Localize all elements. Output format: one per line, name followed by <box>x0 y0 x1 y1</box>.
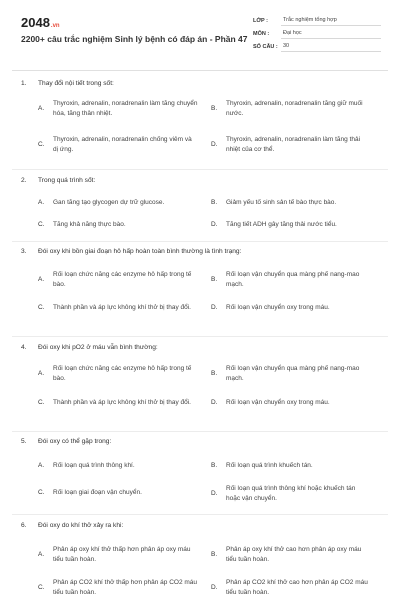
option-b[interactable] <box>211 461 371 471</box>
question-stem <box>21 438 111 445</box>
option-text: Thành phần và áp lực không khí thở bị thay đổi. <box>53 304 191 311</box>
option-c[interactable] <box>38 578 198 597</box>
option-c[interactable] <box>38 135 198 154</box>
question-stem <box>21 177 95 184</box>
option-label: B. <box>211 369 218 377</box>
option-d[interactable] <box>211 398 371 408</box>
option-b[interactable] <box>211 364 371 383</box>
option-text: Rối loạn quá trình thông khí hoặc khuếch tán hoặc vận chuyển. <box>226 485 356 502</box>
option-text: Gan tăng tạo glycogen dự trữ glucose. <box>53 199 165 206</box>
option-c[interactable] <box>38 488 198 498</box>
option-text: Tăng khả năng thực bào. <box>53 221 126 228</box>
option-label: C. <box>38 304 45 311</box>
option-d[interactable] <box>211 578 371 597</box>
option-b[interactable] <box>211 198 371 208</box>
option-text: Rối loạn quá trình khuếch tán. <box>226 462 313 469</box>
option-b[interactable] <box>211 545 371 564</box>
question-divider <box>12 514 388 515</box>
option-d[interactable] <box>211 484 371 503</box>
meta-label: LỚP : <box>253 17 268 24</box>
header-divider <box>12 70 388 71</box>
option-a[interactable] <box>38 461 198 471</box>
meta-row-subject <box>253 27 381 40</box>
question-number: 1. <box>21 80 27 87</box>
option-a[interactable] <box>38 364 198 383</box>
question-text: Đói oxy có thể gặp trong: <box>38 438 112 445</box>
option-label: D. <box>211 304 218 311</box>
option-text: Rối loạn quá trình thông khí. <box>53 462 135 469</box>
option-label: A. <box>38 199 45 206</box>
option-text: Tăng tiết ADH gây tăng thải nước tiểu. <box>226 221 337 228</box>
site-logo[interactable] <box>21 15 60 30</box>
option-text: Phân áp CO2 khí thở thấp hơn phân áp CO2 máu tiểu tuần hoàn. <box>53 579 198 596</box>
option-text: Rối loạn chức năng các enzyme hô hấp trong tế bào. <box>53 365 192 382</box>
option-text: Rối loạn vận chuyển oxy trong máu. <box>226 399 330 406</box>
option-label: B. <box>211 275 218 283</box>
option-a[interactable] <box>38 99 198 118</box>
question-divider <box>12 241 388 242</box>
option-label: D. <box>211 489 218 497</box>
question-number: 2. <box>21 177 27 184</box>
option-text: Giảm yếu tố sinh sản tế bào thực bào. <box>226 199 337 206</box>
option-a[interactable] <box>38 270 198 289</box>
option-d[interactable] <box>211 220 371 230</box>
option-label: A. <box>38 462 45 469</box>
option-label: B. <box>211 104 218 112</box>
option-text: Thyroxin, adrenalin, noradrenalin làm tăng chuyển hóa, tăng thân nhiệt. <box>53 100 198 117</box>
option-label: C. <box>38 399 45 406</box>
question-stem <box>21 344 158 351</box>
option-label: B. <box>211 462 218 469</box>
option-text: Thành phần và áp lực không khí thở bị thay đổi. <box>53 399 191 406</box>
meta-value: 30 <box>281 42 381 52</box>
meta-value: Đại học <box>281 29 381 39</box>
option-label: A. <box>38 550 45 558</box>
question-text: Đói oxy do khí thở xảy ra khi: <box>38 522 124 529</box>
question-text: Trong quá trình sốt: <box>38 177 96 184</box>
option-c[interactable] <box>38 398 198 408</box>
meta-label: SỐ CÂU : <box>253 43 278 50</box>
option-label: D. <box>211 583 218 591</box>
option-text: Rối loạn giai đoạn vận chuyển. <box>53 489 142 496</box>
meta-info <box>253 14 381 53</box>
option-text: Rối loạn vận chuyển oxy trong máu. <box>226 304 330 311</box>
question-number: 3. <box>21 248 27 255</box>
option-d[interactable] <box>211 135 371 154</box>
option-c[interactable] <box>38 303 198 313</box>
option-text: Thyroxin, adrenalin, noradrenalin làm tăng thải nhiệt của cơ thể. <box>226 136 361 153</box>
question-divider <box>12 336 388 337</box>
question-number: 5. <box>21 438 27 445</box>
question-text: Thay đổi nội tiết trong sốt: <box>38 80 114 87</box>
question-text: Đói oxy khi bồn giai đoạn hô hấp hoàn toàn bình thường là tình trạng: <box>38 248 242 255</box>
option-text: Phân áp oxy khí thở thấp hơn phân áp oxy máu tiểu tuần hoàn. <box>53 546 191 563</box>
option-label: C. <box>38 221 45 228</box>
logo-text: 2048 <box>21 15 50 30</box>
option-c[interactable] <box>38 220 198 230</box>
document-title: 2200+ câu trắc nghiệm Sinh lý bệnh có đáp án - Phần 47 <box>21 34 248 44</box>
option-text: Thyroxin, adrenalin, noradrenalin tăng giữ muối nước. <box>226 100 363 117</box>
option-a[interactable] <box>38 198 198 208</box>
option-label: D. <box>211 221 218 228</box>
option-label: A. <box>38 104 45 112</box>
option-text: Thyroxin, adrenalin, noradrenalin chống viêm và dị ứng. <box>53 136 192 153</box>
logo-suffix: .vn <box>50 23 60 29</box>
option-d[interactable] <box>211 303 371 313</box>
question-number: 6. <box>21 522 27 529</box>
meta-row-class <box>253 14 381 27</box>
option-a[interactable] <box>38 545 198 564</box>
option-text: Phân áp oxy khí thở cao hơn phân áp oxy máu tiểu tuần hoàn. <box>226 546 362 563</box>
header <box>0 0 400 70</box>
option-label: A. <box>38 369 45 377</box>
meta-row-count <box>253 40 381 53</box>
option-label: D. <box>211 399 218 406</box>
option-text: Phân áp CO2 khí thở cao hơn phân áp CO2 máu tiểu tuần hoàn. <box>226 579 368 596</box>
option-label: B. <box>211 550 218 558</box>
question-stem <box>21 80 114 87</box>
option-label: C. <box>38 489 45 496</box>
option-label: C. <box>38 583 45 591</box>
question-number: 4. <box>21 344 27 351</box>
option-b[interactable] <box>211 270 371 289</box>
question-divider <box>12 169 388 170</box>
option-label: D. <box>211 140 218 148</box>
question-divider <box>12 431 388 432</box>
option-b[interactable] <box>211 99 371 118</box>
question-text: Đói oxy khi pO2 ở máu vẫn bình thường: <box>38 344 158 351</box>
question-stem <box>21 522 123 529</box>
option-label: C. <box>38 140 45 148</box>
option-text: Rối loạn chức năng các enzyme hô hấp trong tế bào. <box>53 271 192 288</box>
option-text: Rối loạn vận chuyển qua màng phế nang-mao mạch. <box>226 271 360 288</box>
meta-label: MÔN : <box>253 30 270 37</box>
option-label: A. <box>38 275 45 283</box>
option-text: Rối loạn vận chuyển qua màng phế nang-mao mạch. <box>226 365 360 382</box>
meta-value: Trắc nghiệm tổng hợp <box>281 16 381 26</box>
option-label: B. <box>211 199 218 206</box>
question-stem <box>21 248 241 255</box>
